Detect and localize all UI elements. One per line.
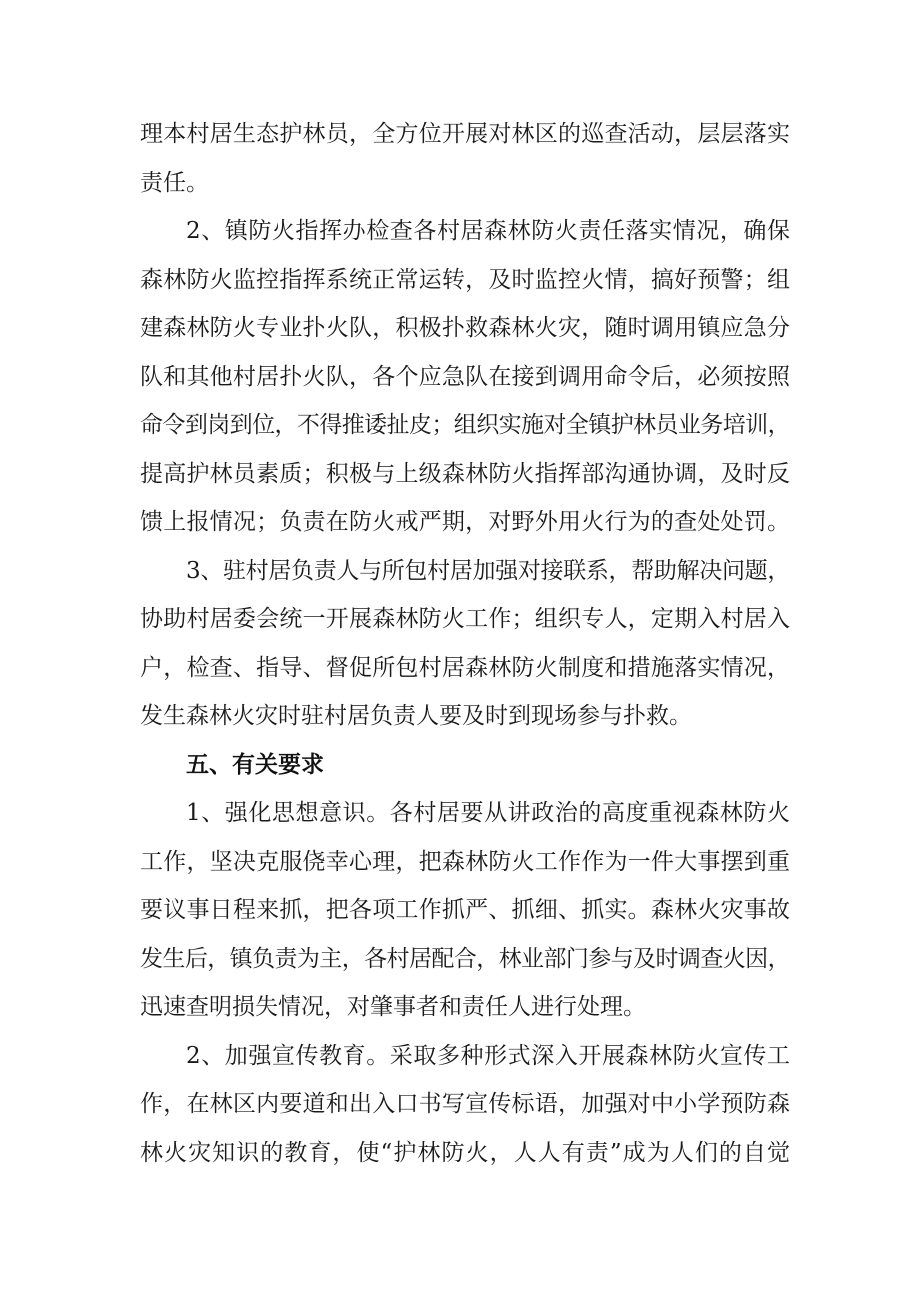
text-line: 迅速查明损失情况，对肇事者和责任人进行处理。	[140, 994, 646, 1020]
text-line: 责任。	[140, 170, 209, 196]
text-line: 要议事日程来抓，把各项工作抓严、抓细、抓实。森林火灾事故	[140, 897, 790, 923]
text-line: 林火灾知识的教育，使“护林防火，人人有责”成为人们的自觉	[140, 1140, 790, 1166]
text-line: 建森林防火专业扑火队，积极扑救森林火灾，随时调用镇应急分	[140, 315, 790, 341]
paragraph-start-line: 2、镇防火指挥办检查各村居森林防火责任落实情况，确保	[186, 218, 790, 244]
text-line: 命令到岗到位，不得推诿扯皮；组织实施对全镇护林员业务培训，	[140, 412, 790, 438]
text-line: 发生后，镇负责为主，各村居配合，林业部门参与及时调查火因，	[140, 946, 790, 972]
text-line: 队和其他村居扑火队，各个应急队在接到调用命令后，必须按照	[140, 364, 790, 390]
text-line: 工作，坚决克服侥幸心理，把森林防火工作作为一件大事摆到重	[140, 849, 790, 875]
paragraph-start-line: 3、驻村居负责人与所包村居加强对接联系，帮助解决问题，	[186, 558, 790, 584]
section-heading: 五、有关要求	[186, 752, 324, 778]
text-line: 作，在林区内要道和出入口书写宣传标语，加强对中小学预防森	[140, 1091, 790, 1117]
paragraph-start-line: 1、强化思想意识。各村居要从讲政治的高度重视森林防火	[186, 800, 790, 826]
text-line: 馈上报情况；负责在防火戒严期，对野外用火行为的查处处罚。	[140, 509, 790, 535]
text-line: 提高护林员素质；积极与上级森林防火指挥部沟通协调，及时反	[140, 461, 790, 487]
text-line: 森林防火监控指挥系统正常运转，及时监控火情，搞好预警；组	[140, 267, 790, 293]
text-line: 协助村居委会统一开展森林防火工作；组织专人，定期入村居入	[140, 606, 790, 632]
paragraph-start-line: 2、加强宣传教育。采取多种形式深入开展森林防火宣传工	[186, 1043, 790, 1069]
text-line: 理本村居生态护林员，全方位开展对林区的巡查活动，层层落实	[140, 121, 790, 147]
text-line: 发生森林火灾时驻村居负责人要及时到现场参与扑救。	[140, 703, 692, 729]
text-line: 户，检查、指导、督促所包村居森林防火制度和措施落实情况，	[140, 655, 790, 681]
